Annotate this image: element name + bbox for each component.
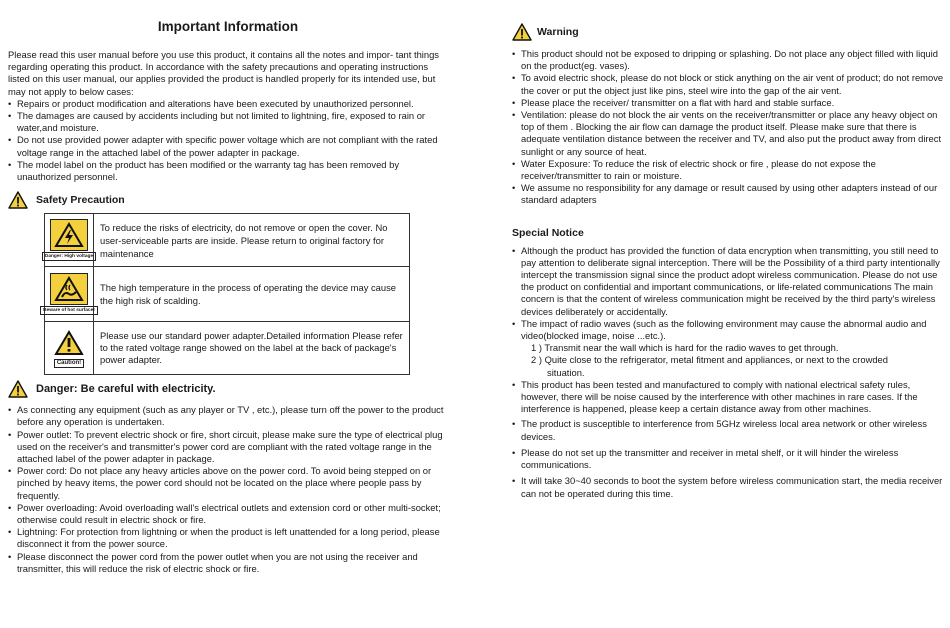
list-item: • Please do not set up the transmitter and receiver in metal shelf, or it will hinder the wireless communications. bbox=[512, 447, 946, 471]
page-title: Important Information bbox=[157, 19, 299, 34]
sub-item-text: Transmit near the wall which is hard for the radio waves to get through. bbox=[544, 342, 839, 354]
exclamation-icon bbox=[51, 328, 87, 358]
list-item: • Power overloading: Avoid overloading wall's electrical outlets and extension cord or other multi-socket; otherwise could result in electric shock or fire. bbox=[8, 502, 448, 526]
list-item: • Repairs or product modification and alterations have been executed by unauthorized personnel. bbox=[8, 98, 448, 110]
sign-caption: Danger: High voltage bbox=[42, 252, 96, 261]
list-item: • Please disconnect the power cord from the power outlet when you are not using the receiver and transmitter, this will reduce the risk of electric shock or fire. bbox=[8, 551, 448, 575]
safety-text: The high temperature in the process of operating the device may cause the high risk of scalding. bbox=[94, 267, 410, 322]
list-item: • Do not use provided power adapter with specific power voltage which are not compliant with the rated voltage range in the attached label of the power adapter in package. bbox=[8, 134, 448, 158]
sub-item bbox=[521, 342, 946, 354]
list-item: • It will take 30~40 seconds to boot the system before wireless communication start, the media receiver can not be operated during this time. bbox=[512, 475, 946, 499]
list-item: • Power cord: Do not place any heavy articles above on the power cord. To avoid being stepped on or pinched by heavy items, the power cord should not be located on the place where people pass by frequently. bbox=[8, 465, 448, 502]
table-row bbox=[45, 214, 410, 267]
safety-heading bbox=[8, 191, 448, 209]
list-item: • To avoid electric shock, please do not block or stick anything on the air vent of product; do not remove the cover or put the object just like pins, steel wire into the gap of the air vent. bbox=[512, 72, 946, 96]
danger-list bbox=[8, 404, 448, 575]
warning-triangle-icon bbox=[8, 380, 28, 398]
list-item: • This product has been tested and manufactured to comply with national electrical safety rules, however, there will be noise caused by the interference with other machines in rare cases. If the interference is happened, please keep a certain distance away from other machines. bbox=[512, 379, 946, 416]
list-item: • The model label on the product has been modified or the warranty tag has been removed by unauthorized personnel. bbox=[8, 159, 448, 183]
special-notice-list bbox=[512, 245, 946, 500]
list-item: • As connecting any equipment (such as any player or TV , etc.), please turn off the power to the product before any operation is undertaken. bbox=[8, 404, 448, 428]
sub-item-text: Quite close to the refrigerator, metal fitment and appliances, or next to the crowded bbox=[544, 354, 888, 366]
sub-item-number: 1 ) bbox=[531, 342, 542, 354]
sub-item-number: 2 ) bbox=[531, 354, 542, 366]
safety-heading-label: Safety Precaution bbox=[36, 194, 125, 207]
sub-item bbox=[521, 354, 946, 378]
sign-caption: Beware of hot surface! bbox=[40, 306, 98, 315]
list-item: • This product should not be exposed to dripping or splashing. Do not place any object filled with liquid on the product(eg. vases). bbox=[512, 48, 946, 72]
safety-text: Please use our standard power adapter.Detailed information Please refer to the rated voltage range showed on the label at the back of package's power adapter. bbox=[94, 322, 410, 375]
sign-caption: Caution! bbox=[54, 359, 84, 368]
safety-table bbox=[44, 213, 410, 375]
intro-paragraph: Please read this user manual before you use this product, it contains all the notes and impor- tant things regarding operating this product. In accordance with the safety precautions and operating instructions listed on this user manual, our applies provided the product is handled properly for its intended use, but may not apply to below cases: bbox=[8, 49, 439, 97]
list-item bbox=[512, 318, 946, 379]
hot-surface-icon bbox=[50, 273, 88, 305]
left-column bbox=[8, 0, 448, 575]
list-item: • The product is susceptible to interference from 5GHz wireless local area network or other wireless devices. bbox=[512, 418, 946, 442]
list-item: • Ventilation: please do not block the air vents on the receiver/transmitter or place any heavy object on top of them . Blocking the air flow can damage the product itself. Please make sure that there is adequate ventilation distance between the receiver and TV, and also put the product away from direct sunlight or any source of heat. bbox=[512, 109, 946, 158]
warning-triangle-icon bbox=[512, 23, 532, 41]
warning-heading-label: Warning bbox=[537, 26, 579, 38]
special-notice-heading: Special Notice bbox=[512, 226, 584, 239]
caution-sign bbox=[45, 328, 93, 368]
hot-surface-sign bbox=[45, 273, 93, 315]
sub-item-continuation: situation. bbox=[547, 366, 585, 378]
list-item: • Power outlet: To prevent electric shock or fire, short circuit, please make sure the type of electrical plug used on the receiver's and transmitter's power cord are compliant with the rated voltage range in the attached label of the power adapter in package. bbox=[8, 429, 448, 466]
list-item: • Please place the receiver/ transmitter on a flat with hard and stable surface. bbox=[512, 97, 946, 109]
warning-heading bbox=[512, 23, 946, 41]
high-voltage-sign bbox=[45, 219, 93, 261]
exclusion-list bbox=[8, 98, 448, 183]
danger-heading-rest: : Be careful with electricity. bbox=[73, 383, 216, 396]
danger-heading bbox=[8, 380, 448, 398]
list-item: • Although the product has provided the function of data encryption when transmitting, you still need to pay attention to deliberate signal interception. There will be the Possibility of a third party intentionally intercept the transmission signal since the product adopt wireless communication. Please do not use the product on confidential and important communications, or life-related communications The main concern is that the content of wireless communication might be received by the third party's wireless devices deliberately or accidentally. bbox=[512, 245, 946, 318]
table-row bbox=[45, 322, 410, 375]
list-item: • Water Exposure: To reduce the risk of electric shock or fire , please do not expose the receiver/transmitter to rain or moisture. bbox=[512, 158, 946, 182]
list-item: • The damages are caused by accidents including but not limited to lightning, fire, exposed to rain or water,and moisture. bbox=[8, 110, 448, 134]
warning-triangle-icon bbox=[8, 191, 28, 209]
list-item-text: The impact of radio waves (such as the following environment may cause the abnormal audio and video(blocked image, noise ...etc.). bbox=[521, 317, 927, 342]
safety-text: To reduce the risks of electricity, do not remove or open the cover. No user-serviceable parts are inside. Please return to original factory for maintenance bbox=[94, 214, 410, 267]
table-row bbox=[45, 267, 410, 322]
right-column bbox=[512, 0, 946, 500]
list-item: • We assume no responsibility for any damage or result caused by using other adapters instead of our standard adapters bbox=[512, 182, 946, 206]
lightning-bolt-icon bbox=[50, 219, 88, 251]
danger-heading-word: Danger bbox=[36, 383, 74, 396]
warning-list bbox=[512, 48, 946, 207]
list-item: • Lightning: For protection from lightning or when the product is left unattended for a long period, please disconnect it from the power source. bbox=[8, 526, 448, 550]
